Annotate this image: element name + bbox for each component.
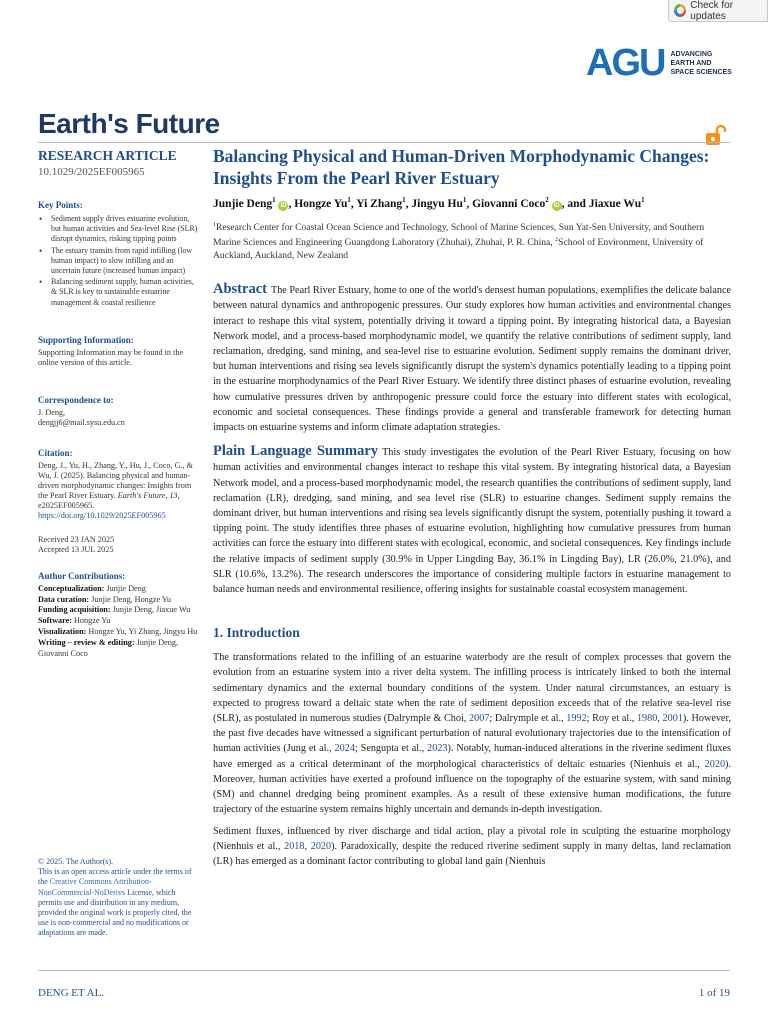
license-copyright: © 2025. The Author(s).: [38, 857, 114, 866]
author-affiliation-marker: 1: [347, 196, 351, 204]
agu-logo-letters: AGU: [586, 42, 665, 84]
key-point: • The estuary transits from rapid infilling (low human impact) to slow infilling and an uncertain future (increased human impact): [38, 246, 200, 277]
citation-volume: 13: [169, 490, 178, 500]
paragraph-text: ,: [657, 713, 663, 725]
contribution-item: Visualization: Hongze Yu, Yi Zhang, Jingyu Hu: [38, 627, 198, 637]
main-column: [213, 146, 731, 869]
paragraph-text: ). However, the past five decades have witnessed a significant perturbation of natural evolutionary trajectories due to the intensification of human activities (Jung et al.,: [213, 713, 731, 755]
citation-year-link[interactable]: 2023: [427, 743, 448, 755]
citation-article-number: e2025EF005965.: [38, 500, 95, 510]
affiliations: $^1$Research Center for Coastal Ocean Science and Technology, School of Marine Sciences, Sun Yat-Sen University, and Southern Marine Sciences and Engineering Guangdong Laboratory (Zhuhai), Zhuhai, P. R. China, $^2$School of Environment, University of Auckland, Auckland, New Zealand: [213, 221, 705, 262]
received-date: Received 23 JAN 2025: [38, 534, 115, 544]
paragraph-text: ; Sengupta et al.,: [354, 743, 428, 755]
author-affiliation-marker: 1: [402, 196, 406, 204]
citation-journal: Earth's Future: [117, 490, 166, 500]
author-contributions-heading: Author Contributions:: [38, 570, 126, 581]
contribution-item: Software: Hongze Yu: [38, 616, 111, 626]
header-divider: [38, 142, 730, 143]
footer-running-head: DENG ET AL.: [38, 987, 105, 999]
contribution-item: Writing – review & editing: Junjie Deng, Giovanni Coco: [38, 637, 179, 658]
sidebar: [38, 148, 200, 659]
plain-language-summary-heading: Plain Language Summary: [213, 443, 379, 460]
agu-logo: [586, 44, 732, 82]
abstract-text: The Pearl River Estuary, home to one of the world's densest human populations, exemplifies the delicate balance between natural dynamics and anthropogenic pressures. Our study explores how human activities and environmental changes interact to reshape this vital system, potentially driving it toward a tipping point. By integrating historical data, a Bayesian Network model, and a process-based morphodynamic model, we quantify the relative contributions of sediment supply, land reclamation, dredging, sand mining, and sea-level rise to estuarine evolution. Sediment supply remains the dominant driver, but human interventions and rising sea levels significantly disrupt the system's dynamics potentially leading to a tipping point in the estuarine morphodynamics of the Pearl River Estuary. We identify three distinct phases of estuarine evolution, revealing how cumulative pressures driven by anthropogenic pressure could force the estuary into different states with ecological, economic and societal consequences. These findings provide a general and transferable framework for detecting human impacts on estuarine systems and inform climate adaptation strategies.: [213, 285, 731, 434]
author-affiliation-marker: 2: [545, 196, 549, 204]
citation-text: Deng, J., Yu, H., Zhang, Y., Hu, J., Coco, G., & Wu, J. (2025). Balancing physical and human-driven morphodynamic changes: Insights from the Pearl River Estuary. Earth's Future, 13, e2025EF005965. https://doi.org/10.1029/2025EF005965: [38, 460, 194, 520]
plain-language-summary-text: This study investigates the evolution of the Pearl River Estuary, focusing on how human activities and environmental changes interact to reshape this vital system. By integrating historical data, a Bayesian Network model, and a process-based morphodynamic model, the research quantifies the contributions of sediment supply, land reclamation (LR), dredging, sand mining, and sea level rise (SLR) to estuarine changes. Sediment supply remains the dominant driver, but human interventions and rising sea levels significantly disrupt the system, potentially pushing it toward a tipping point. The study identifies three phases of estuarine evolution, highlighting how cumulative pressures from human activities can force the estuary into different states with ecological, economic, and societal consequences. Key findings include the relative impacts of sediment supply (30.9% in Upper Lingding Bay, 36.1% in Lingding Bay), LR (26.0%, 21.0%), and SLR (10.6%, 13.2%). The research underscores the importance of considering multiple factors in estuarine management to balance human needs and environmental resilience, offering insights for sustainable coastal ecosystem management.: [213, 447, 732, 596]
journal-title: Earth's Future: [38, 108, 220, 139]
author-name: Hongze Yu: [294, 197, 348, 210]
introduction-paragraph: [213, 824, 731, 870]
license-notice: [38, 857, 198, 939]
author-name: Jiaxue Wu: [588, 197, 642, 210]
author-affiliation-marker: 1: [272, 196, 276, 204]
agu-logo-tagline: ADVANCING EARTH AND SPACE SCIENCES: [670, 50, 732, 76]
citation-year-link[interactable]: 2007: [469, 713, 490, 725]
author-affiliation-marker: 1: [641, 196, 645, 204]
citation-year-link[interactable]: 1992: [566, 713, 587, 725]
correspondence-email-link[interactable]: dengjj6@mail.sysu.edu.cn: [38, 417, 125, 427]
orcid-icon[interactable]: iD: [280, 202, 287, 209]
author-separator: ,: [466, 197, 473, 210]
citation-year-link[interactable]: 2001: [662, 713, 683, 725]
author-affiliation-marker: 1: [462, 196, 467, 204]
contribution-item: Funding acquisition: Junjie Deng, Jiaxue Wu: [38, 605, 191, 615]
footer-page-number: 1 of 19: [698, 987, 730, 999]
author-contributions-list: [38, 584, 200, 660]
citation-year-link[interactable]: 2020: [704, 758, 726, 770]
key-points-heading: Key Points:: [38, 200, 83, 210]
paragraph-text: ). Moreover, human activities have exerted a profound influence on the topography of the estuarine system, with sand mining (SM) and channel dredging being prominent examples. As a result of these extensive human modifications, the future trajectory of the estuarine system remains highly uncertain and demands in-depth investigation.: [213, 758, 731, 816]
check-for-updates-label: Check for updates: [690, 0, 734, 22]
citation-year-link[interactable]: 2024: [334, 743, 355, 755]
paragraph-text: The transformations related to the infilling of an estuarine waterbody are the result of complex processes that govern the evolution from an estuarine system into a river delta system. The infilling process is intricately linked to both the internal sedimentary dynamics and the external boundary conditions of the system. Under natural circumstances, an estuary is expected to progress toward a deltaic state when the rate of sediment deposition exceeds that of the relative sea-level rise (SLR), as postulated in numerous studies (Dalrymple & Choi,: [213, 652, 731, 725]
introduction-paragraph: [213, 650, 731, 817]
paragraph-text: ). Paradoxically, despite the reduced riverine sediment supply in many deltas, land reclamation (LR) has emerged as a dominant factor contributing to global land gain (Nienhuis: [213, 840, 731, 867]
author-separator: ,: [350, 197, 357, 210]
crossmark-icon: [674, 4, 686, 17]
author-name: Jingyu Hu: [411, 197, 463, 210]
paragraph-text: ; Roy et al.,: [586, 713, 637, 725]
author-separator: ,: [288, 197, 295, 210]
contribution-item: Conceptualization: Junjie Deng: [38, 583, 146, 593]
introduction-heading: 1. Introduction: [213, 625, 300, 641]
accepted-date: Accepted 13 JUL 2025: [38, 544, 114, 554]
citation-year-link[interactable]: 1980: [636, 713, 658, 725]
author-separator: ,: [405, 197, 412, 210]
plain-language-summary: [213, 444, 731, 597]
abstract-heading: Abstract: [213, 281, 267, 298]
article-title: Balancing Physical and Human-Driven Morphodynamic Changes: Insights From the Pearl River Estuary: [213, 146, 710, 188]
contribution-item: Data curation: Junjie Deng, Hongze Yu: [38, 594, 171, 604]
author-name: Junjie Deng: [213, 197, 273, 210]
paragraph-text: ,: [304, 840, 311, 852]
abstract: [213, 282, 731, 435]
author-list: [213, 196, 731, 211]
supporting-info-heading: Supporting Information:: [38, 334, 134, 345]
author-name: Yi Zhang: [356, 197, 403, 210]
citation-year-link[interactable]: 2020: [310, 840, 332, 852]
footer-divider: [38, 970, 730, 971]
paragraph-text: Sediment fluxes, influenced by river discharge and tidal action, play a pivotal role in sculpting the estuarine morphology (Nienhuis et al.,: [213, 825, 731, 852]
author-name: Giovanni Coco: [472, 197, 546, 210]
supporting-info-text: Supporting Information may be found in the online version of this article.: [38, 347, 184, 367]
check-for-updates-button[interactable]: [668, 0, 768, 22]
paragraph-text: ). Notably, human-induced alterations in the riverine sediment fluxes have emerged as a critical determinant of the morphological characteristics of deltaic estuaries (Nienhuis et al.,: [213, 743, 731, 770]
citation-year-link[interactable]: 2018: [284, 840, 305, 852]
citation-doi-link[interactable]: https://doi.org/10.1029/2025EF005965: [38, 510, 166, 520]
citation-heading: Citation:: [38, 447, 73, 458]
key-point: • Sediment supply drives estuarine evolution, but human activities and Sea-level Rise (SLR) disrupt dynamics, risking tipping points: [38, 214, 200, 245]
creative-commons-link[interactable]: Creative Commons Attribution-NonCommercial-NoDerivs: [38, 877, 152, 897]
paragraph-text: ; Dalrymple et al.,: [489, 713, 567, 725]
orcid-icon[interactable]: iD: [553, 202, 560, 209]
key-points-list: [38, 214, 200, 308]
correspondence-heading: Correspondence to:: [38, 394, 114, 405]
key-point: • Balancing sediment supply, human activities, & SLR is key to sustainable estuarine management & coastal resilience: [38, 277, 200, 308]
author-separator: , and: [561, 197, 589, 210]
license-text: This is an open access article under the terms of the Creative Commons Attribution-NonCommercial-NoDerivs License, which permits use and distribution in any medium, provided the original work is properly cited, the use is non-commercial and no modifications or adaptations are made.: [38, 867, 192, 938]
correspondence-name: J. Deng,: [38, 407, 66, 417]
article-type: RESEARCH ARTICLE: [38, 148, 177, 163]
article-doi: 10.1029/2025EF005965: [38, 166, 145, 178]
